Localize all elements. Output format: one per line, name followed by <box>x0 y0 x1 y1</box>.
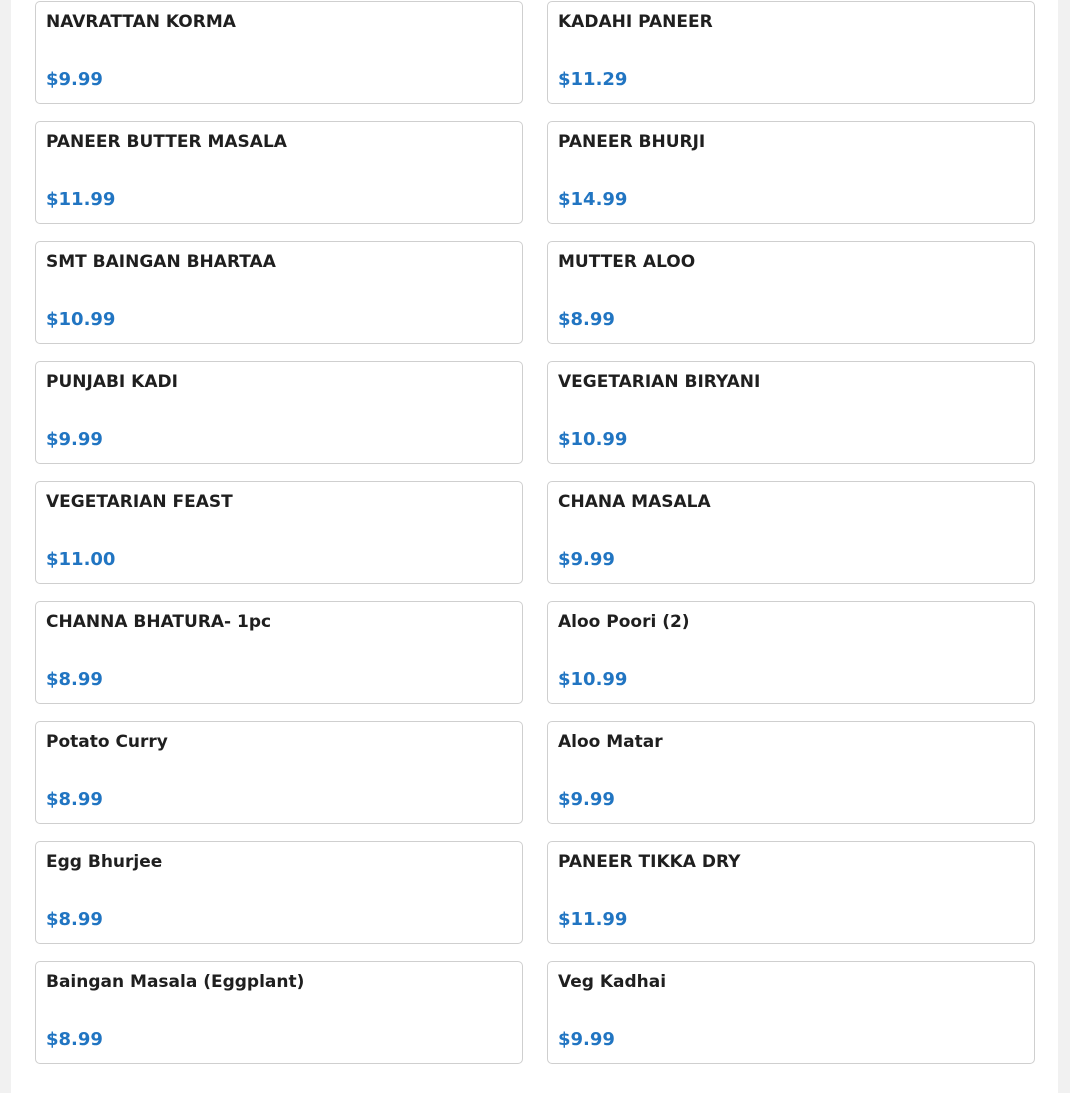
menu-item-card[interactable] <box>35 601 523 704</box>
menu-item-price: $11.29 <box>558 69 628 90</box>
menu-item-name: Baingan Masala (Eggplant) <box>46 972 305 992</box>
menu-item-name: KADAHI PANEER <box>558 12 713 32</box>
menu-item-name: PANEER TIKKA DRY <box>558 852 741 872</box>
menu-item-card[interactable] <box>35 481 523 584</box>
menu-item-card[interactable] <box>547 481 1035 584</box>
menu-item-grid <box>35 0 1034 1064</box>
menu-item-name: VEGETARIAN BIRYANI <box>558 372 761 392</box>
menu-item-card[interactable] <box>547 601 1035 704</box>
menu-item-name: Potato Curry <box>46 732 168 752</box>
menu-item-name: MUTTER ALOO <box>558 252 696 272</box>
menu-item-price: $9.99 <box>558 1029 615 1050</box>
menu-item-name: PANEER BHURJI <box>558 132 706 152</box>
menu-item-card[interactable] <box>35 121 523 224</box>
menu-item-card[interactable] <box>547 361 1035 464</box>
menu-item-card[interactable] <box>35 721 523 824</box>
menu-item-price: $11.00 <box>46 549 116 570</box>
menu-item-card[interactable] <box>547 241 1035 344</box>
menu-item-name: PANEER BUTTER MASALA <box>46 132 287 152</box>
menu-item-name: CHANNA BHATURA- 1pc <box>46 612 272 632</box>
menu-item-price: $8.99 <box>46 909 103 930</box>
menu-item-name: Aloo Matar <box>558 732 663 752</box>
menu-item-card[interactable] <box>547 1 1035 104</box>
menu-item-price: $9.99 <box>46 69 103 90</box>
menu-item-name: Egg Bhurjee <box>46 852 163 872</box>
menu-item-name: SMT BAINGAN BHARTAA <box>46 252 276 272</box>
menu-item-price: $9.99 <box>558 789 615 810</box>
menu-item-name: PUNJABI KADI <box>46 372 178 392</box>
menu-item-card[interactable] <box>35 241 523 344</box>
menu-item-name: Aloo Poori (2) <box>558 612 690 632</box>
menu-item-card[interactable] <box>547 961 1035 1064</box>
menu-item-price: $14.99 <box>558 189 628 210</box>
menu-item-card[interactable] <box>35 1 523 104</box>
menu-item-price: $8.99 <box>46 789 103 810</box>
menu-item-price: $9.99 <box>558 549 615 570</box>
menu-item-price: $8.99 <box>46 669 103 690</box>
menu-item-price: $8.99 <box>46 1029 103 1050</box>
menu-item-price: $10.99 <box>558 669 628 690</box>
menu-item-card[interactable] <box>35 361 523 464</box>
menu-item-name: Veg Kadhai <box>558 972 667 992</box>
menu-item-price: $8.99 <box>558 309 615 330</box>
menu-item-card[interactable] <box>547 121 1035 224</box>
menu-item-price: $10.99 <box>558 429 628 450</box>
menu-item-price: $9.99 <box>46 429 103 450</box>
menu-item-name: CHANA MASALA <box>558 492 711 512</box>
menu-item-price: $11.99 <box>46 189 116 210</box>
menu-item-card[interactable] <box>35 961 523 1064</box>
menu-item-card[interactable] <box>547 721 1035 824</box>
menu-item-name: NAVRATTAN KORMA <box>46 12 236 32</box>
menu-item-card[interactable] <box>547 841 1035 944</box>
menu-page <box>11 0 1058 1093</box>
menu-item-price: $11.99 <box>558 909 628 930</box>
menu-item-price: $10.99 <box>46 309 116 330</box>
menu-item-name: VEGETARIAN FEAST <box>46 492 233 512</box>
menu-item-card[interactable] <box>35 841 523 944</box>
